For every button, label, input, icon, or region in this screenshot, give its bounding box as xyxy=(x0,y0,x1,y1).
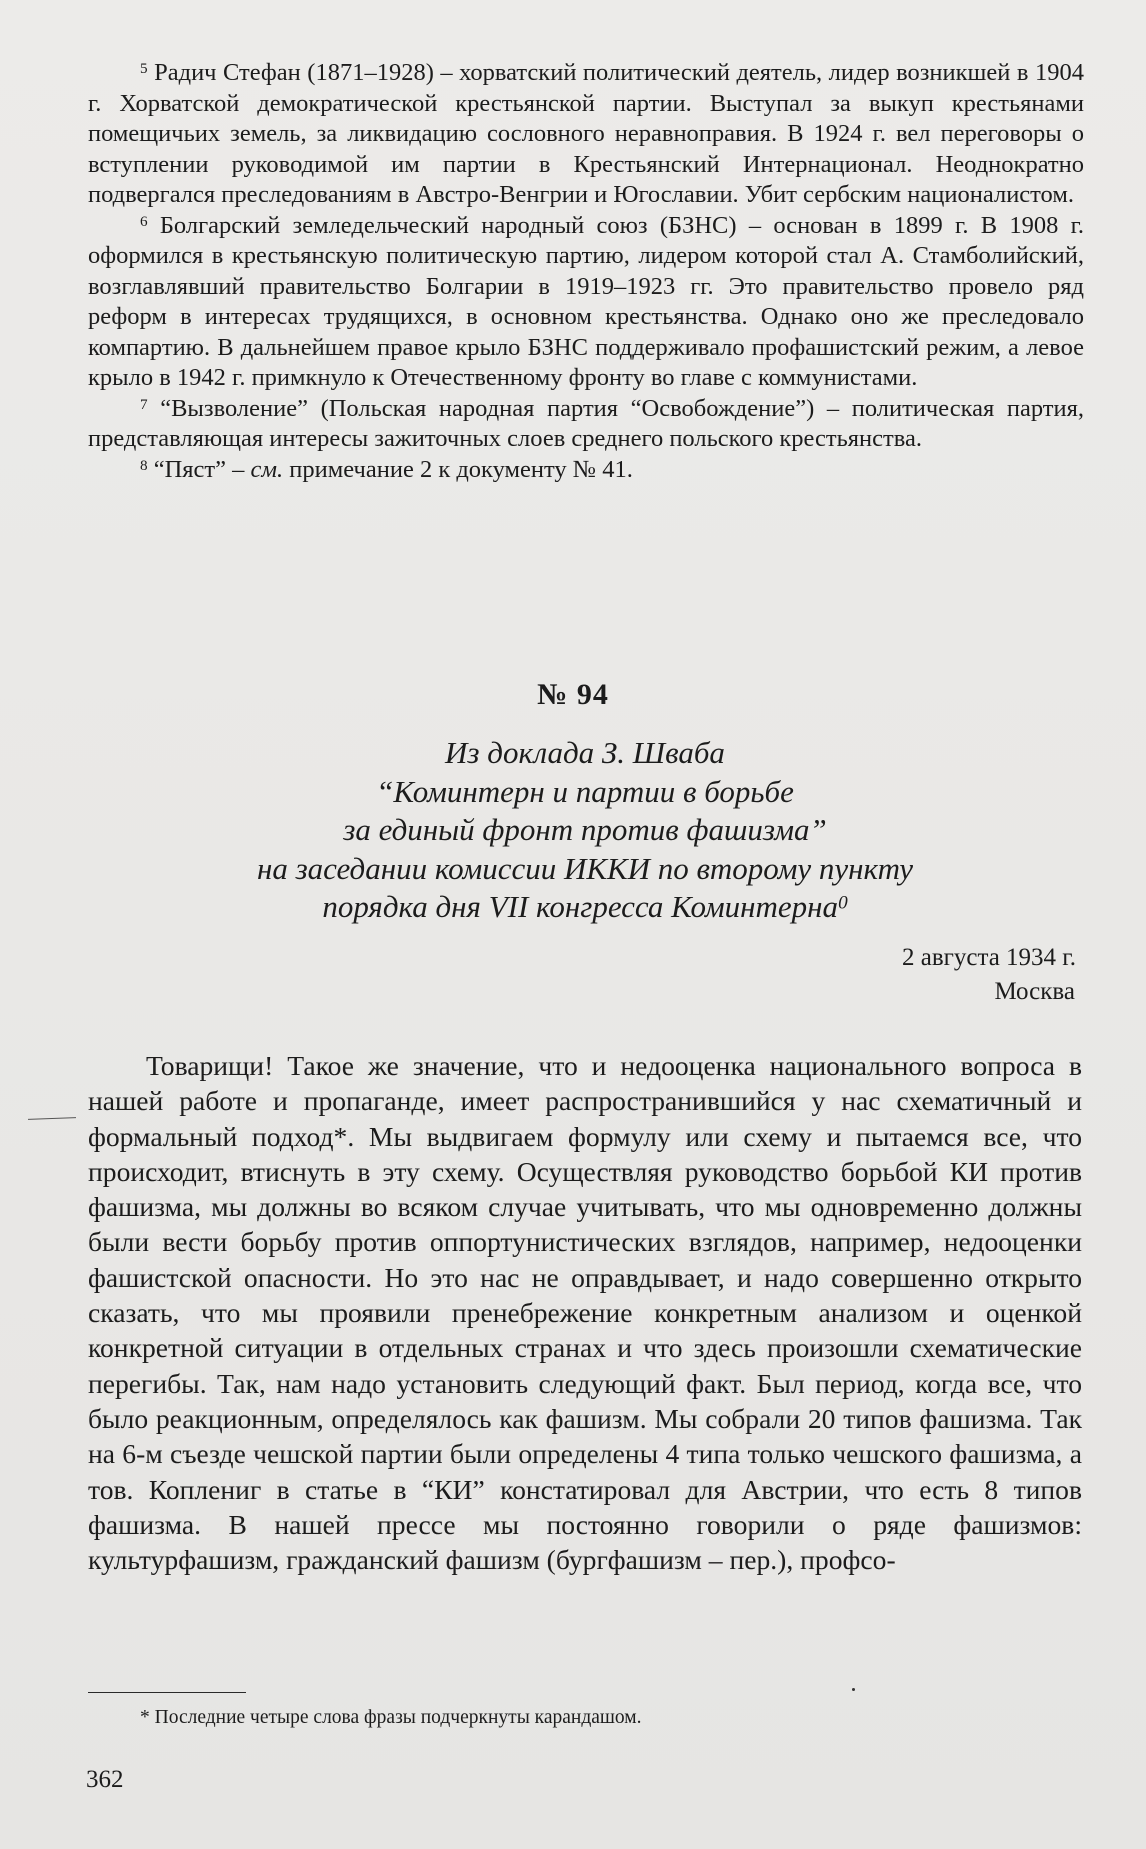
footnote-text: Радич Стефан (1871–1928) – хорватский политический деятель, лидер возникшей в 1904 г. Хорватской демократической крестьянской партии. Выступал за выкуп крестьянами помещичьих земель, за ликвидацию сословного неравноправия. В 1924 г. вел переговоры о вступлении руководимой им партии в Крестьянский Интернационал. Неоднократно подвергался преследованиям в Австро-Венгрии и Югославии. Убит сербским националистом. xyxy=(88,59,1084,208)
footnote-text: примечание 2 к документу № 41. xyxy=(283,455,633,483)
footnote-text: Болгарский земледельческий народный союз (БЗНС) – основан в 1899 г. В 1908 г. оформился в крестьянскую политическую партию, лидером которой стал А. Стамболийский, возглавлявший правительство Болгарии в 1919–1923 гг. Это правительство провело ряд реформ в интересах трудящихся, в основном крестьянства. Однако оно же преследовало компартию. В дальнейшем правое крыло БЗНС поддерживало профашистский режим, а левое крыло в 1942 г. примкнуло к Отечественному фронту во главе с коммунистами. xyxy=(88,211,1084,391)
footnote-5 xyxy=(88,58,1084,211)
footnote-number: 7 xyxy=(140,395,148,413)
pencil-margin-mark xyxy=(28,1117,76,1120)
footnote-number: 6 xyxy=(140,212,148,230)
document-title-line-last xyxy=(120,888,1050,927)
document-title-line: Из доклада З. Шваба xyxy=(445,735,725,770)
document-title-line: “Коминтерн и партии в борьбе xyxy=(376,773,794,809)
footnote-divider xyxy=(88,1692,246,1693)
page-number: 362 xyxy=(86,1766,124,1793)
title-note-marker: 0 xyxy=(838,892,848,914)
document-number: № 94 xyxy=(537,678,609,711)
document-place: Москва xyxy=(994,978,1075,1005)
footnote-text: “Пяст” – xyxy=(153,455,251,483)
ink-dot xyxy=(852,1688,855,1691)
footnote-text: “Вызволение” (Польская народная партия “Освобождение”) – политическая партия, представляющая интересы зажиточных слоев среднего польского крестьянства. xyxy=(88,394,1084,452)
footnote-7 xyxy=(88,394,1084,455)
footnote-number: 8 xyxy=(140,456,148,474)
footnote-see-abbrev: см. xyxy=(250,455,284,483)
document-title-line: на заседании комиссии ИККИ по второму пункту xyxy=(256,850,914,886)
main-text: Товарищи! Такое же значение, что и недооценка национального вопроса в нашей работе и пропаганде, имеет распространившийся у нас схематичный и формальный подход*. Мы выдвигаем формулу или схему и пытаемся все, что происходит, втиснуть в эту схему. Осуществляя руководство борьбой КИ против фашизма, мы должны во всяком случае учитывать, что мы одновременно должны были вести борьбу против оппортунистических взглядов, например, недооценки фашистской опасности. Но это нас не оправдывает, и надо совершенно открыто сказать, что мы проявили пренебрежение конкретным анализом и оценкой конкретной ситуации в отдельных странах и что здесь произошли схематические перегибы. Так, нам надо установить следующий факт. Был период, когда все, что было реакционным, определялось как фашизм. Мы собрали 20 типов фашизма. Так на 6-м съезде чешской партии были определены 4 типа только чешского фашизма, а тов. Коплениг в статье в “КИ” констатировал для Австрии, что есть 8 типов фашизма. В нашей прессе мы постоянно говорили о ряде фашизмов: культурфашизм, гражданский фашизм (бургфашизм – пер.), профсо- xyxy=(88,1050,1082,1576)
footnotes-top xyxy=(88,58,1084,485)
footnote-6 xyxy=(88,211,1084,394)
footnote-8 xyxy=(88,455,1084,486)
document-title-line: порядка дня VII конгресса Коминтерна xyxy=(322,889,839,924)
document-title-line: за единый фронт против фашизма” xyxy=(343,812,827,847)
footnote-number: 5 xyxy=(140,60,148,78)
document-date: 2 августа 1934 г. xyxy=(901,944,1076,971)
footnote-asterisk: * Последние четыре слова фразы подчеркнуты карандашом. xyxy=(140,1707,642,1728)
document-title xyxy=(120,734,1050,927)
